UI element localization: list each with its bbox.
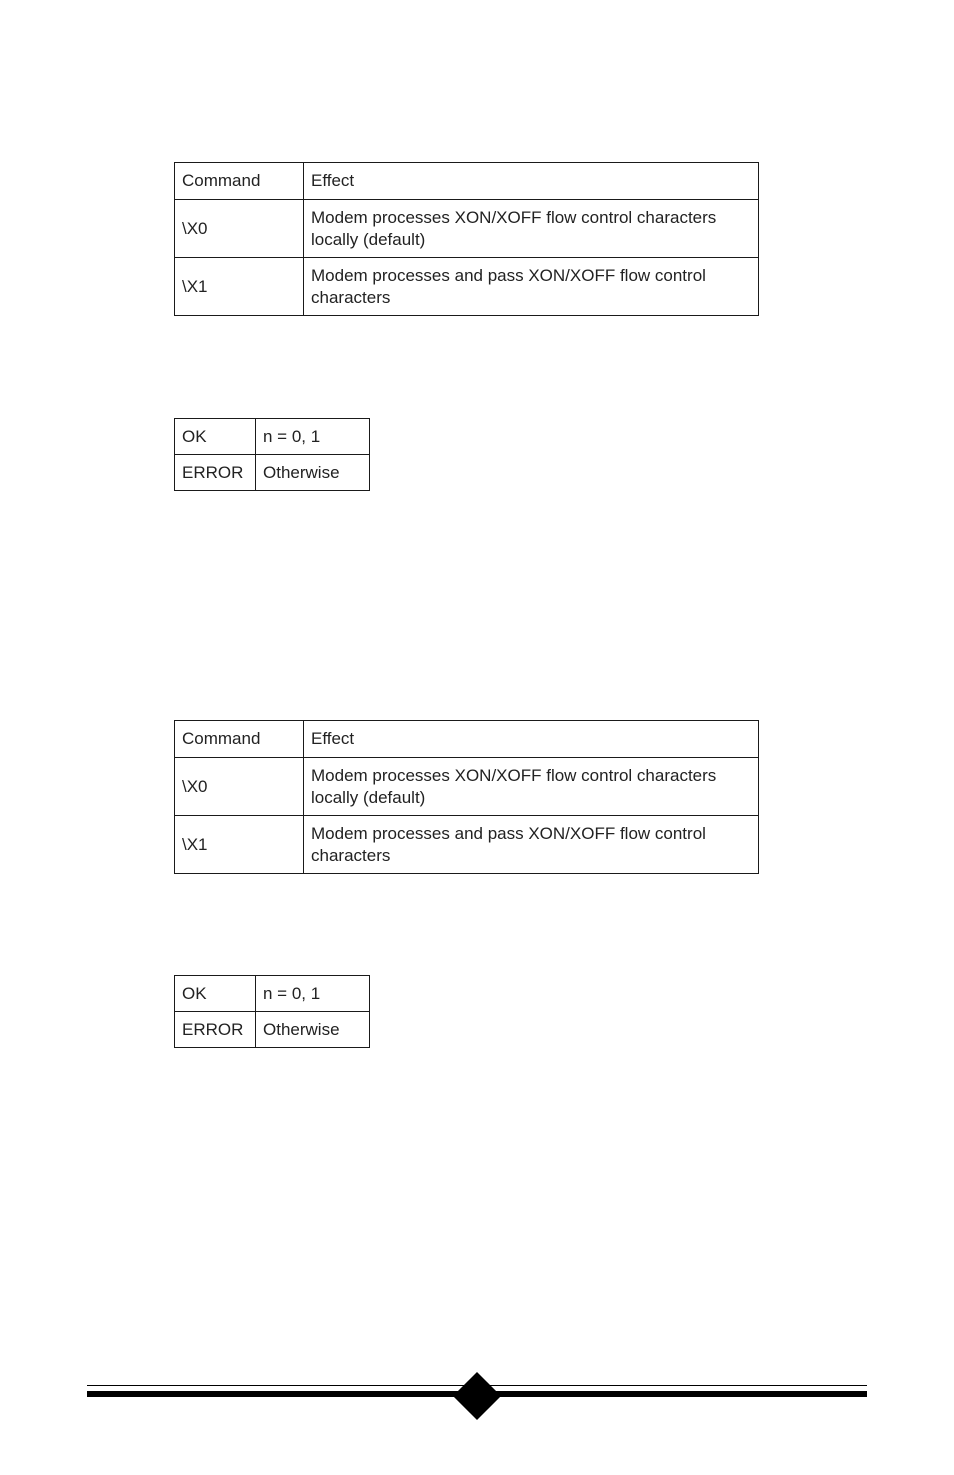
- column-header-effect: Effect: [304, 721, 759, 758]
- command-cell: \X1: [175, 258, 304, 316]
- table-row: [175, 258, 759, 316]
- result-condition-cell: Otherwise: [256, 1012, 370, 1048]
- footer-diamond-icon: [453, 1372, 501, 1420]
- effect-cell: Modem processes and pass XON/XOFF flow control characters: [304, 816, 759, 874]
- command-cell: \X1: [175, 816, 304, 874]
- effect-cell: Modem processes XON/XOFF flow control characters locally (default): [304, 200, 759, 258]
- command-effect-table: [174, 162, 759, 316]
- result-code-cell: ERROR: [175, 1012, 256, 1048]
- table-row: [175, 816, 759, 874]
- command-cell: \X0: [175, 758, 304, 816]
- table-row: [175, 200, 759, 258]
- table-row: [175, 976, 370, 1012]
- result-condition-cell: n = 0, 1: [256, 419, 370, 455]
- table-row: [175, 455, 370, 491]
- result-condition-cell: n = 0, 1: [256, 976, 370, 1012]
- result-codes-table: [174, 418, 370, 491]
- column-header-command: Command: [175, 721, 304, 758]
- table-row: [175, 1012, 370, 1048]
- result-code-cell: OK: [175, 976, 256, 1012]
- command-cell: \X0: [175, 200, 304, 258]
- column-header-command: Command: [175, 163, 304, 200]
- result-codes-table: [174, 975, 370, 1048]
- table-row: [175, 419, 370, 455]
- table-header-row: [175, 721, 759, 758]
- result-condition-cell: Otherwise: [256, 455, 370, 491]
- column-header-effect: Effect: [304, 163, 759, 200]
- effect-cell: Modem processes and pass XON/XOFF flow control characters: [304, 258, 759, 316]
- result-code-cell: ERROR: [175, 455, 256, 491]
- result-code-cell: OK: [175, 419, 256, 455]
- effect-cell: Modem processes XON/XOFF flow control characters locally (default): [304, 758, 759, 816]
- command-effect-table: [174, 720, 759, 874]
- table-row: [175, 758, 759, 816]
- table-header-row: [175, 163, 759, 200]
